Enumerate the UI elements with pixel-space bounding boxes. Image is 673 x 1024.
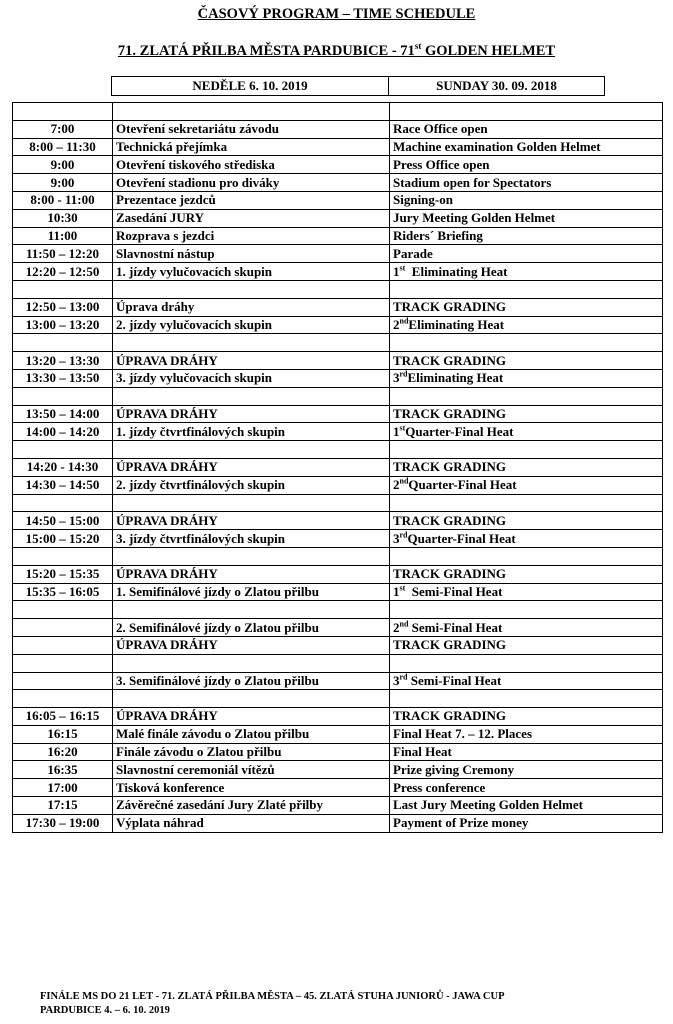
english-activity-cell	[390, 583, 663, 601]
english-activity-cell: Jury Meeting Golden Helmet	[390, 209, 663, 227]
ordinal-number: 2	[393, 477, 400, 493]
english-activity-cell: TRACK GRADING	[390, 565, 663, 583]
document-subtitle	[0, 41, 673, 60]
date-header	[111, 76, 605, 96]
schedule-row	[13, 387, 663, 405]
schedule-row	[13, 494, 663, 512]
schedule-row	[13, 654, 663, 672]
english-activity-cell	[390, 601, 663, 619]
schedule-row	[13, 779, 663, 797]
time-cell: 15:35 – 16:05	[13, 583, 113, 601]
footer	[40, 990, 505, 1018]
czech-activity-cell: 1. Semifinálové jízdy o Zlatou přilbu	[113, 583, 390, 601]
english-activity-text: Semi-Final Heat	[407, 672, 502, 688]
time-cell: 13:00 – 13:20	[13, 316, 113, 334]
czech-activity-cell: Rozprava s jezdci	[113, 227, 390, 245]
czech-activity-cell: 2. jízdy vylučovacích skupin	[113, 316, 390, 334]
czech-activity-cell: Malé finále závodu o Zlatou přilbu	[113, 725, 390, 743]
english-activity-cell: TRACK GRADING	[390, 708, 663, 726]
ordinal-suffix: rd	[399, 530, 408, 540]
czech-activity-cell	[113, 654, 390, 672]
time-cell: 14:20 - 14:30	[13, 458, 113, 476]
english-activity-cell	[390, 441, 663, 459]
czech-activity-cell: Zasedání JURY	[113, 209, 390, 227]
footer-line-1: FINÁLE MS DO 21 LET - 71. ZLATÁ PŘILBA MĚSTA – 45. ZLATÁ STUHA JUNIORŮ - JAWA CUP	[40, 991, 505, 1002]
english-activity-cell	[390, 619, 663, 637]
english-activity-cell	[390, 547, 663, 565]
english-activity-cell: TRACK GRADING	[390, 512, 663, 530]
time-cell: 13:30 – 13:50	[13, 369, 113, 387]
english-activity-cell: Riders´ Briefing	[390, 227, 663, 245]
schedule-row	[13, 512, 663, 530]
czech-activity-cell: ÚPRAVA DRÁHY	[113, 512, 390, 530]
time-cell	[13, 601, 113, 619]
schedule-row	[13, 352, 663, 370]
ordinal-number: 3	[393, 672, 400, 688]
english-activity-text: Eliminating Heat	[405, 263, 508, 279]
czech-activity-cell: 1. jízdy vylučovacích skupin	[113, 263, 390, 281]
ordinal-suffix: st	[399, 263, 406, 273]
schedule-row	[13, 156, 663, 174]
time-cell: 15:00 – 15:20	[13, 530, 113, 548]
ordinal-number: 2	[393, 316, 400, 332]
time-cell: 11:00	[13, 227, 113, 245]
schedule-row	[13, 209, 663, 227]
czech-activity-cell	[113, 334, 390, 352]
schedule-row	[13, 565, 663, 583]
time-cell: 12:20 – 12:50	[13, 263, 113, 281]
time-cell	[13, 441, 113, 459]
schedule-row	[13, 458, 663, 476]
czech-activity-cell: Finále závodu o Zlatou přilbu	[113, 743, 390, 761]
ordinal-number: 1	[393, 263, 400, 279]
time-cell: 9:00	[13, 156, 113, 174]
ordinal-suffix: nd	[399, 476, 409, 486]
time-cell: 8:00 – 11:30	[13, 138, 113, 156]
time-cell: 15:20 – 15:35	[13, 565, 113, 583]
ordinal-number: 2	[393, 619, 400, 635]
ordinal-suffix: st	[399, 583, 406, 593]
english-activity-cell: Payment of Prize money	[390, 814, 663, 832]
english-activity-cell	[390, 334, 663, 352]
english-activity-cell: Press Office open	[390, 156, 663, 174]
english-activity-cell: Signing-on	[390, 191, 663, 209]
czech-activity-cell: ÚPRAVA DRÁHY	[113, 565, 390, 583]
time-cell: 16:20	[13, 743, 113, 761]
czech-activity-cell: Otevření tiskového střediska	[113, 156, 390, 174]
subtitle-end: GOLDEN HELMET	[421, 42, 556, 59]
schedule-row	[13, 138, 663, 156]
schedule-row	[13, 547, 663, 565]
english-activity-text: Semi-Final Heat	[408, 619, 503, 635]
schedule-row	[13, 619, 663, 637]
time-cell	[13, 547, 113, 565]
english-activity-cell	[390, 387, 663, 405]
czech-activity-cell: Slavnostní ceremoniál vítězů	[113, 761, 390, 779]
schedule-row	[13, 601, 663, 619]
time-cell	[13, 672, 113, 690]
date-czech: NEDĚLE 6. 10. 2019	[112, 77, 389, 95]
time-cell: 16:15	[13, 725, 113, 743]
english-activity-cell: TRACK GRADING	[390, 636, 663, 654]
english-activity-cell: Final Heat 7. – 12. Places	[390, 725, 663, 743]
english-activity-cell: TRACK GRADING	[390, 405, 663, 423]
schedule-row	[13, 174, 663, 192]
schedule-row	[13, 725, 663, 743]
time-cell	[13, 636, 113, 654]
english-activity-cell: Last Jury Meeting Golden Helmet	[390, 797, 663, 815]
ordinal-suffix: nd	[399, 619, 409, 629]
english-activity-text: Quarter-Final Heat	[405, 423, 514, 439]
time-cell	[13, 280, 113, 298]
czech-activity-cell: ÚPRAVA DRÁHY	[113, 352, 390, 370]
english-activity-cell: Machine examination Golden Helmet	[390, 138, 663, 156]
time-cell: 10:30	[13, 209, 113, 227]
english-activity-cell: Final Heat	[390, 743, 663, 761]
czech-activity-cell	[113, 280, 390, 298]
time-cell: 12:50 – 13:00	[13, 298, 113, 316]
footer-line-2: PARDUBICE 4. – 6. 10. 2019	[40, 1005, 170, 1016]
schedule-row	[13, 405, 663, 423]
schedule-row	[13, 423, 663, 441]
english-activity-cell	[390, 369, 663, 387]
time-cell: 13:50 – 14:00	[13, 405, 113, 423]
time-cell: 14:30 – 14:50	[13, 476, 113, 494]
english-activity-text: Eliminating Heat	[407, 370, 504, 386]
time-cell	[13, 619, 113, 637]
schedule-row	[13, 797, 663, 815]
czech-activity-cell: ÚPRAVA DRÁHY	[113, 708, 390, 726]
english-activity-cell: TRACK GRADING	[390, 458, 663, 476]
english-activity-cell: TRACK GRADING	[390, 298, 663, 316]
czech-activity-cell: ÚPRAVA DRÁHY	[113, 458, 390, 476]
czech-activity-cell: Tisková konference	[113, 779, 390, 797]
document-title: ČASOVÝ PROGRAM – TIME SCHEDULE	[197, 6, 476, 22]
schedule-row	[13, 814, 663, 832]
time-cell: 14:00 – 14:20	[13, 423, 113, 441]
czech-activity-cell: Otevření sekretariátu závodu	[113, 120, 390, 138]
time-cell: 17:00	[13, 779, 113, 797]
english-activity-cell	[390, 672, 663, 690]
schedule-row	[13, 227, 663, 245]
english-activity-cell	[390, 103, 663, 121]
czech-activity-cell: ÚPRAVA DRÁHY	[113, 405, 390, 423]
schedule-row	[13, 743, 663, 761]
time-cell	[13, 690, 113, 708]
english-activity-cell: Press conference	[390, 779, 663, 797]
english-activity-cell	[390, 316, 663, 334]
time-cell	[13, 334, 113, 352]
schedule-row	[13, 191, 663, 209]
czech-activity-cell	[113, 103, 390, 121]
english-activity-cell	[390, 690, 663, 708]
english-activity-text: Eliminating Heat	[408, 316, 505, 332]
time-cell: 7:00	[13, 120, 113, 138]
time-cell	[13, 494, 113, 512]
schedule-row	[13, 708, 663, 726]
czech-activity-cell	[113, 547, 390, 565]
time-cell	[13, 387, 113, 405]
ordinal-suffix: st	[399, 423, 406, 433]
schedule-row	[13, 103, 663, 121]
subtitle-superscript: st	[414, 41, 422, 51]
czech-activity-cell: 3. Semifinálové jízdy o Zlatou přilbu	[113, 672, 390, 690]
schedule-row	[13, 476, 663, 494]
time-cell: 17:15	[13, 797, 113, 815]
czech-activity-cell	[113, 441, 390, 459]
schedule-row	[13, 761, 663, 779]
czech-activity-cell: 3. jízdy čtvrtfinálových skupin	[113, 530, 390, 548]
english-activity-cell	[390, 654, 663, 672]
czech-activity-cell	[113, 690, 390, 708]
schedule-row	[13, 672, 663, 690]
ordinal-number: 1	[393, 423, 400, 439]
english-activity-cell	[390, 530, 663, 548]
english-activity-cell	[390, 423, 663, 441]
schedule-row	[13, 298, 663, 316]
czech-activity-cell: ÚPRAVA DRÁHY	[113, 636, 390, 654]
czech-activity-cell	[113, 494, 390, 512]
schedule-row	[13, 369, 663, 387]
time-cell: 8:00 - 11:00	[13, 191, 113, 209]
time-cell: 13:20 – 13:30	[13, 352, 113, 370]
czech-activity-cell: Slavnostní nástup	[113, 245, 390, 263]
ordinal-number: 3	[393, 530, 400, 546]
schedule-row	[13, 263, 663, 281]
time-cell: 17:30 – 19:00	[13, 814, 113, 832]
czech-activity-cell: 1. jízdy čtvrtfinálových skupin	[113, 423, 390, 441]
time-cell: 14:50 – 15:00	[13, 512, 113, 530]
schedule-row	[13, 441, 663, 459]
subtitle-main: 71. ZLATÁ PŘILBA MĚSTA PARDUBICE - 71	[117, 42, 415, 59]
time-cell	[13, 103, 113, 121]
czech-activity-cell: 3. jízdy vylučovacích skupin	[113, 369, 390, 387]
time-cell: 9:00	[13, 174, 113, 192]
english-activity-cell: Stadium open for Spectators	[390, 174, 663, 192]
english-activity-cell: Parade	[390, 245, 663, 263]
time-cell: 11:50 – 12:20	[13, 245, 113, 263]
schedule-row	[13, 316, 663, 334]
english-activity-text: Quarter-Final Heat	[407, 530, 516, 546]
ordinal-suffix: rd	[399, 370, 408, 380]
english-activity-cell: TRACK GRADING	[390, 352, 663, 370]
time-cell: 16:35	[13, 761, 113, 779]
schedule-row	[13, 120, 663, 138]
ordinal-suffix: nd	[399, 316, 409, 326]
czech-activity-cell: 2. jízdy čtvrtfinálových skupin	[113, 476, 390, 494]
czech-activity-cell: Závěrečné zasedání Jury Zlaté přilby	[113, 797, 390, 815]
english-activity-cell	[390, 494, 663, 512]
schedule-row	[13, 583, 663, 601]
czech-activity-cell: Výplata náhrad	[113, 814, 390, 832]
czech-activity-cell: 2. Semifinálové jízdy o Zlatou přilbu	[113, 619, 390, 637]
schedule-row	[13, 334, 663, 352]
date-english: SUNDAY 30. 09. 2018	[436, 78, 557, 93]
czech-activity-cell	[113, 601, 390, 619]
schedule-row	[13, 690, 663, 708]
schedule-row	[13, 245, 663, 263]
english-activity-cell: Race Office open	[390, 120, 663, 138]
ordinal-suffix: rd	[399, 672, 408, 682]
schedule-row	[13, 280, 663, 298]
schedule-table	[12, 102, 663, 833]
czech-activity-cell: Úprava dráhy	[113, 298, 390, 316]
english-activity-text: Quarter-Final Heat	[408, 477, 517, 493]
time-cell: 16:05 – 16:15	[13, 708, 113, 726]
time-cell	[13, 654, 113, 672]
czech-activity-cell	[113, 387, 390, 405]
czech-activity-cell: Otevření stadionu pro diváky	[113, 174, 390, 192]
czech-activity-cell: Prezentace jezdců	[113, 191, 390, 209]
ordinal-number: 1	[393, 583, 400, 599]
english-activity-cell: Prize giving Cremony	[390, 761, 663, 779]
ordinal-number: 3	[393, 370, 400, 386]
english-activity-cell	[390, 263, 663, 281]
english-activity-cell	[390, 280, 663, 298]
schedule-row	[13, 636, 663, 654]
english-activity-cell	[390, 476, 663, 494]
schedule-row	[13, 530, 663, 548]
english-activity-text: Semi-Final Heat	[405, 583, 503, 599]
czech-activity-cell: Technická přejímka	[113, 138, 390, 156]
